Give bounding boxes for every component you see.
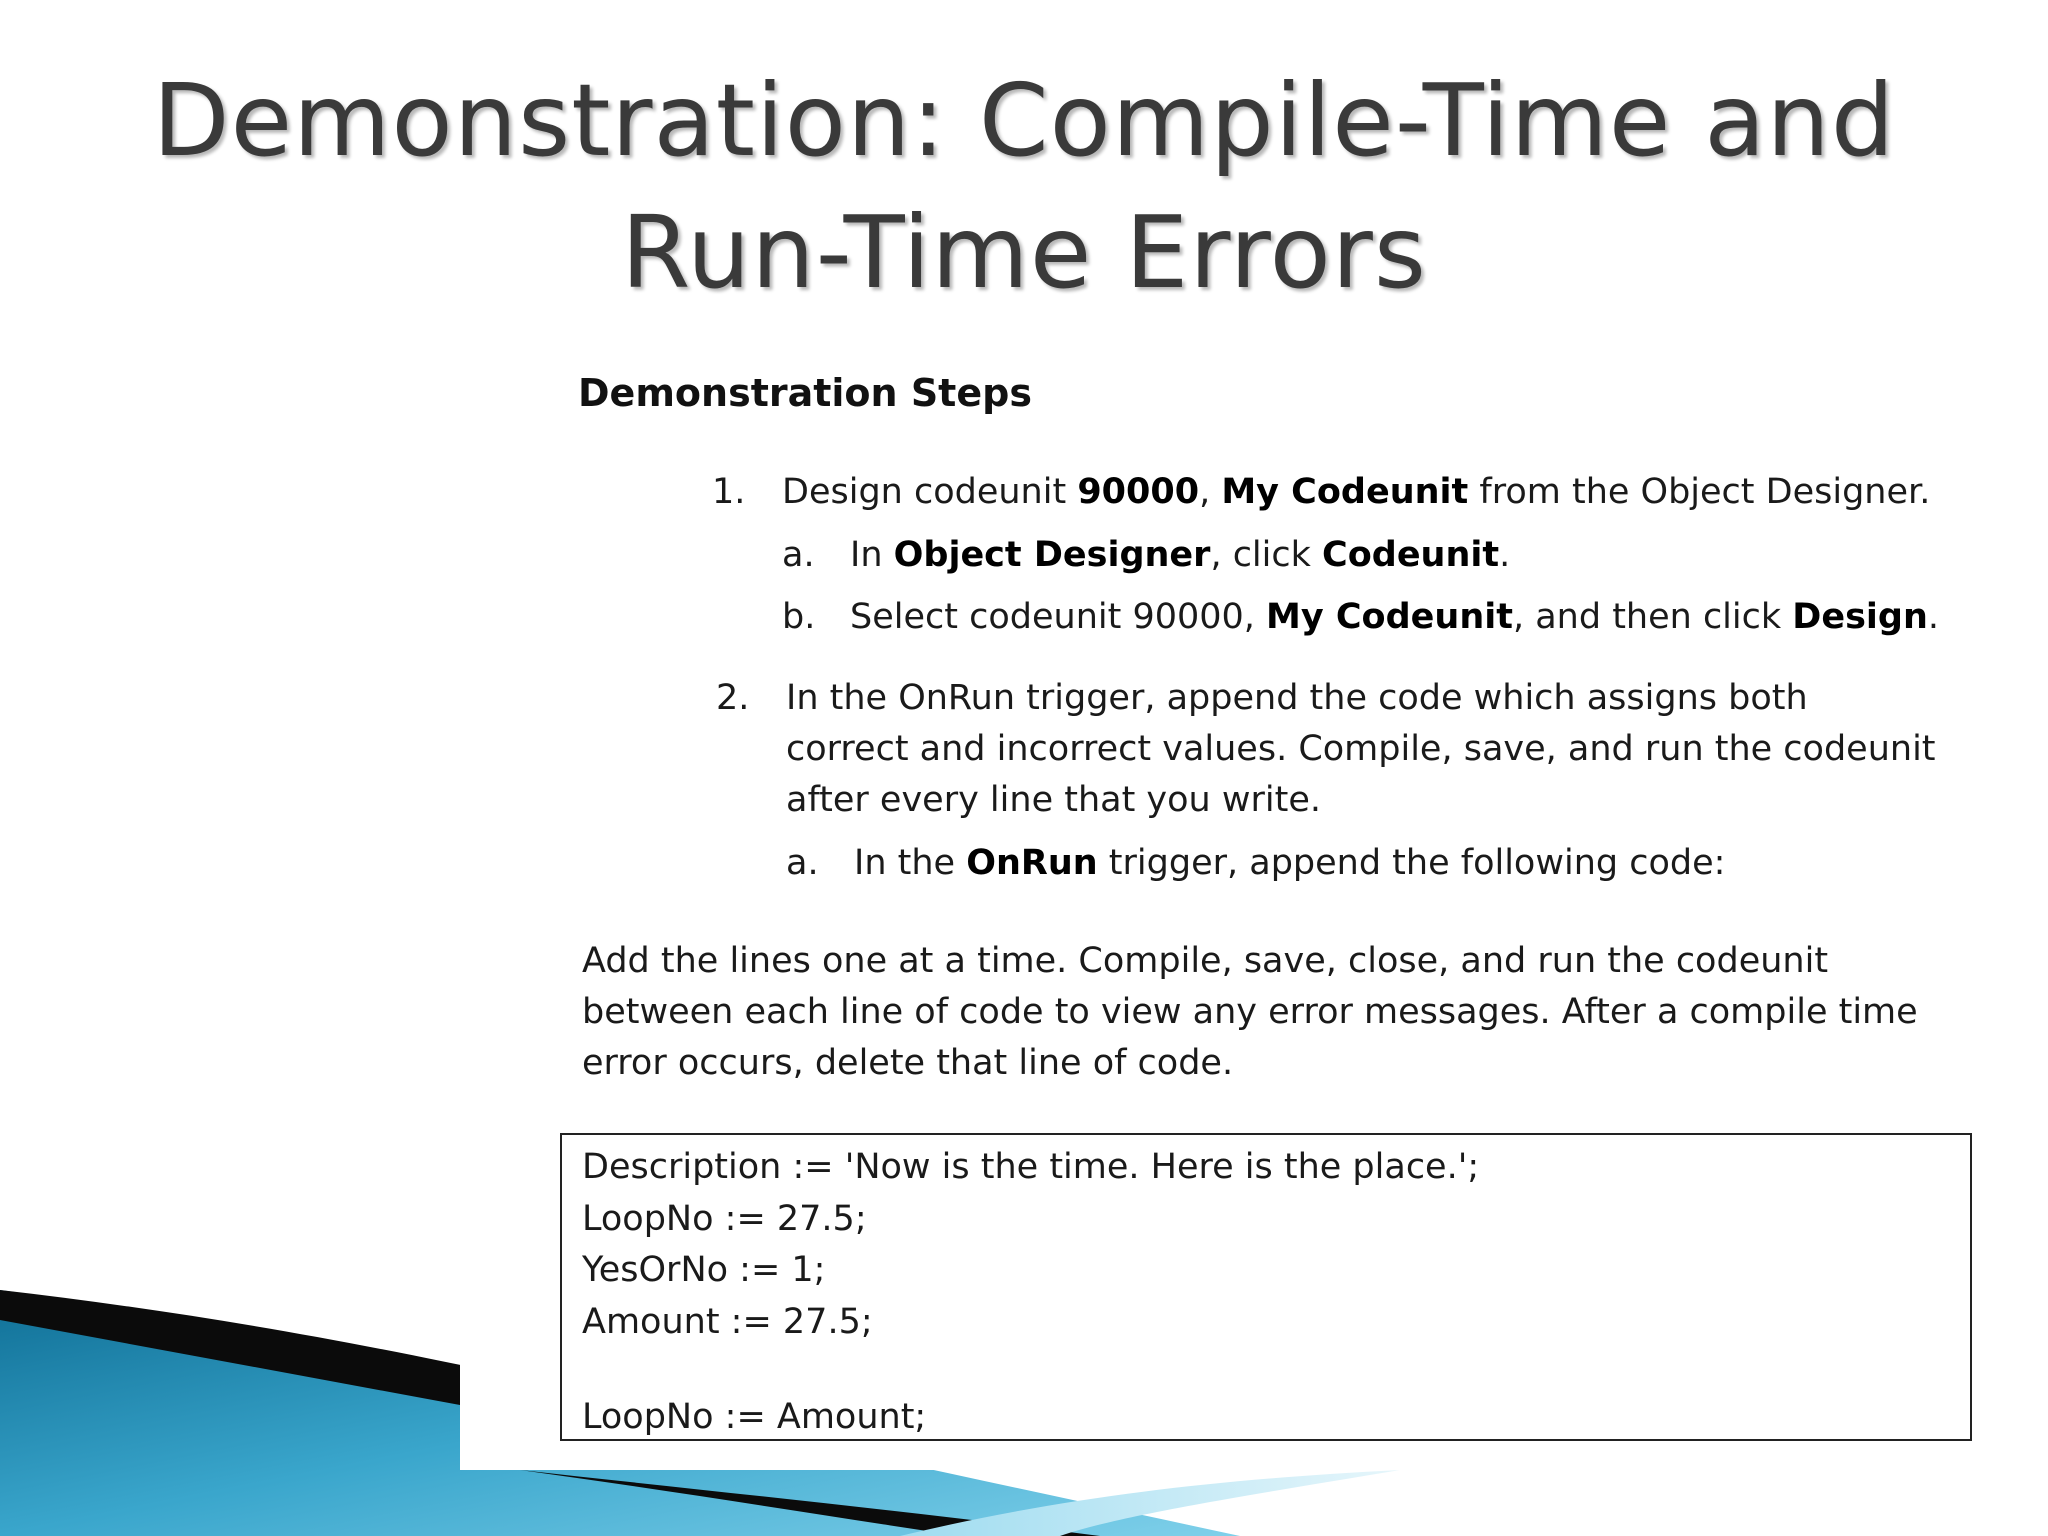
step-text-run: Select codeunit 90000,	[850, 597, 1267, 637]
step-text-run: In the	[854, 843, 967, 883]
step-marker: b.	[782, 597, 816, 637]
bold-term: OnRun	[966, 843, 1098, 883]
step-text	[716, 673, 1936, 826]
step-text	[782, 592, 1962, 643]
step-marker: 2.	[716, 678, 750, 718]
step-text-run: from the Object Designer.	[1468, 472, 1931, 512]
instruction-paragraph: Add the lines one at a time. Compile, save, close, and run the codeunit between each line of code to view any error messages. After a compile time error occurs, delete that line of code.	[582, 941, 1918, 1083]
step-text-run: Design codeunit	[782, 472, 1078, 512]
step-text-run: , and then click	[1512, 597, 1793, 637]
step-1	[712, 467, 1962, 518]
bold-term: Design	[1792, 597, 1928, 637]
bold-term: 90000	[1077, 472, 1200, 512]
step-text-run: In	[850, 535, 894, 575]
step-1b	[782, 592, 1962, 643]
step-text	[782, 530, 1962, 581]
slide-title-line-1: Demonstration: Compile-Time and	[152, 62, 1896, 179]
step-1a	[782, 530, 1962, 581]
code-line: LoopNo := 27.5;	[582, 1199, 867, 1239]
bold-term: My Codeunit	[1266, 597, 1513, 637]
code-line: LoopNo := Amount;	[582, 1397, 927, 1437]
slide-title	[60, 55, 1988, 319]
bold-term: My Codeunit	[1221, 472, 1469, 512]
code-listing-box	[560, 1133, 1972, 1441]
bold-term: Codeunit	[1322, 535, 1500, 575]
step-marker: 1.	[712, 472, 746, 512]
step-text-run: ,	[1199, 472, 1222, 512]
step-text-run: trigger, append the following code:	[1097, 843, 1726, 883]
section-heading: Demonstration Steps	[578, 371, 1032, 415]
step-text	[786, 838, 1936, 889]
step-text-run: .	[1499, 535, 1511, 575]
slide-title-line-2: Run-Time Errors	[620, 194, 1427, 311]
step-text-run: , click	[1210, 535, 1323, 575]
step-marker: a.	[782, 535, 815, 575]
step-2	[716, 673, 1936, 826]
step-text-run: In the OnRun trigger, append the code which assigns both correct and incorrect values. Compile, save, and run the codeunit after every line that you write.	[786, 678, 1936, 820]
step-marker: a.	[786, 843, 819, 883]
code-line: Description := 'Now is the time. Here is the place.';	[582, 1147, 1480, 1187]
bold-term: Object Designer	[893, 535, 1211, 575]
step-2a	[786, 838, 1936, 889]
code-line: Amount := 27.5;	[582, 1302, 873, 1342]
step-text-run: .	[1927, 597, 1940, 637]
step-text	[712, 467, 1962, 518]
code-line: YesOrNo := 1;	[582, 1250, 826, 1290]
